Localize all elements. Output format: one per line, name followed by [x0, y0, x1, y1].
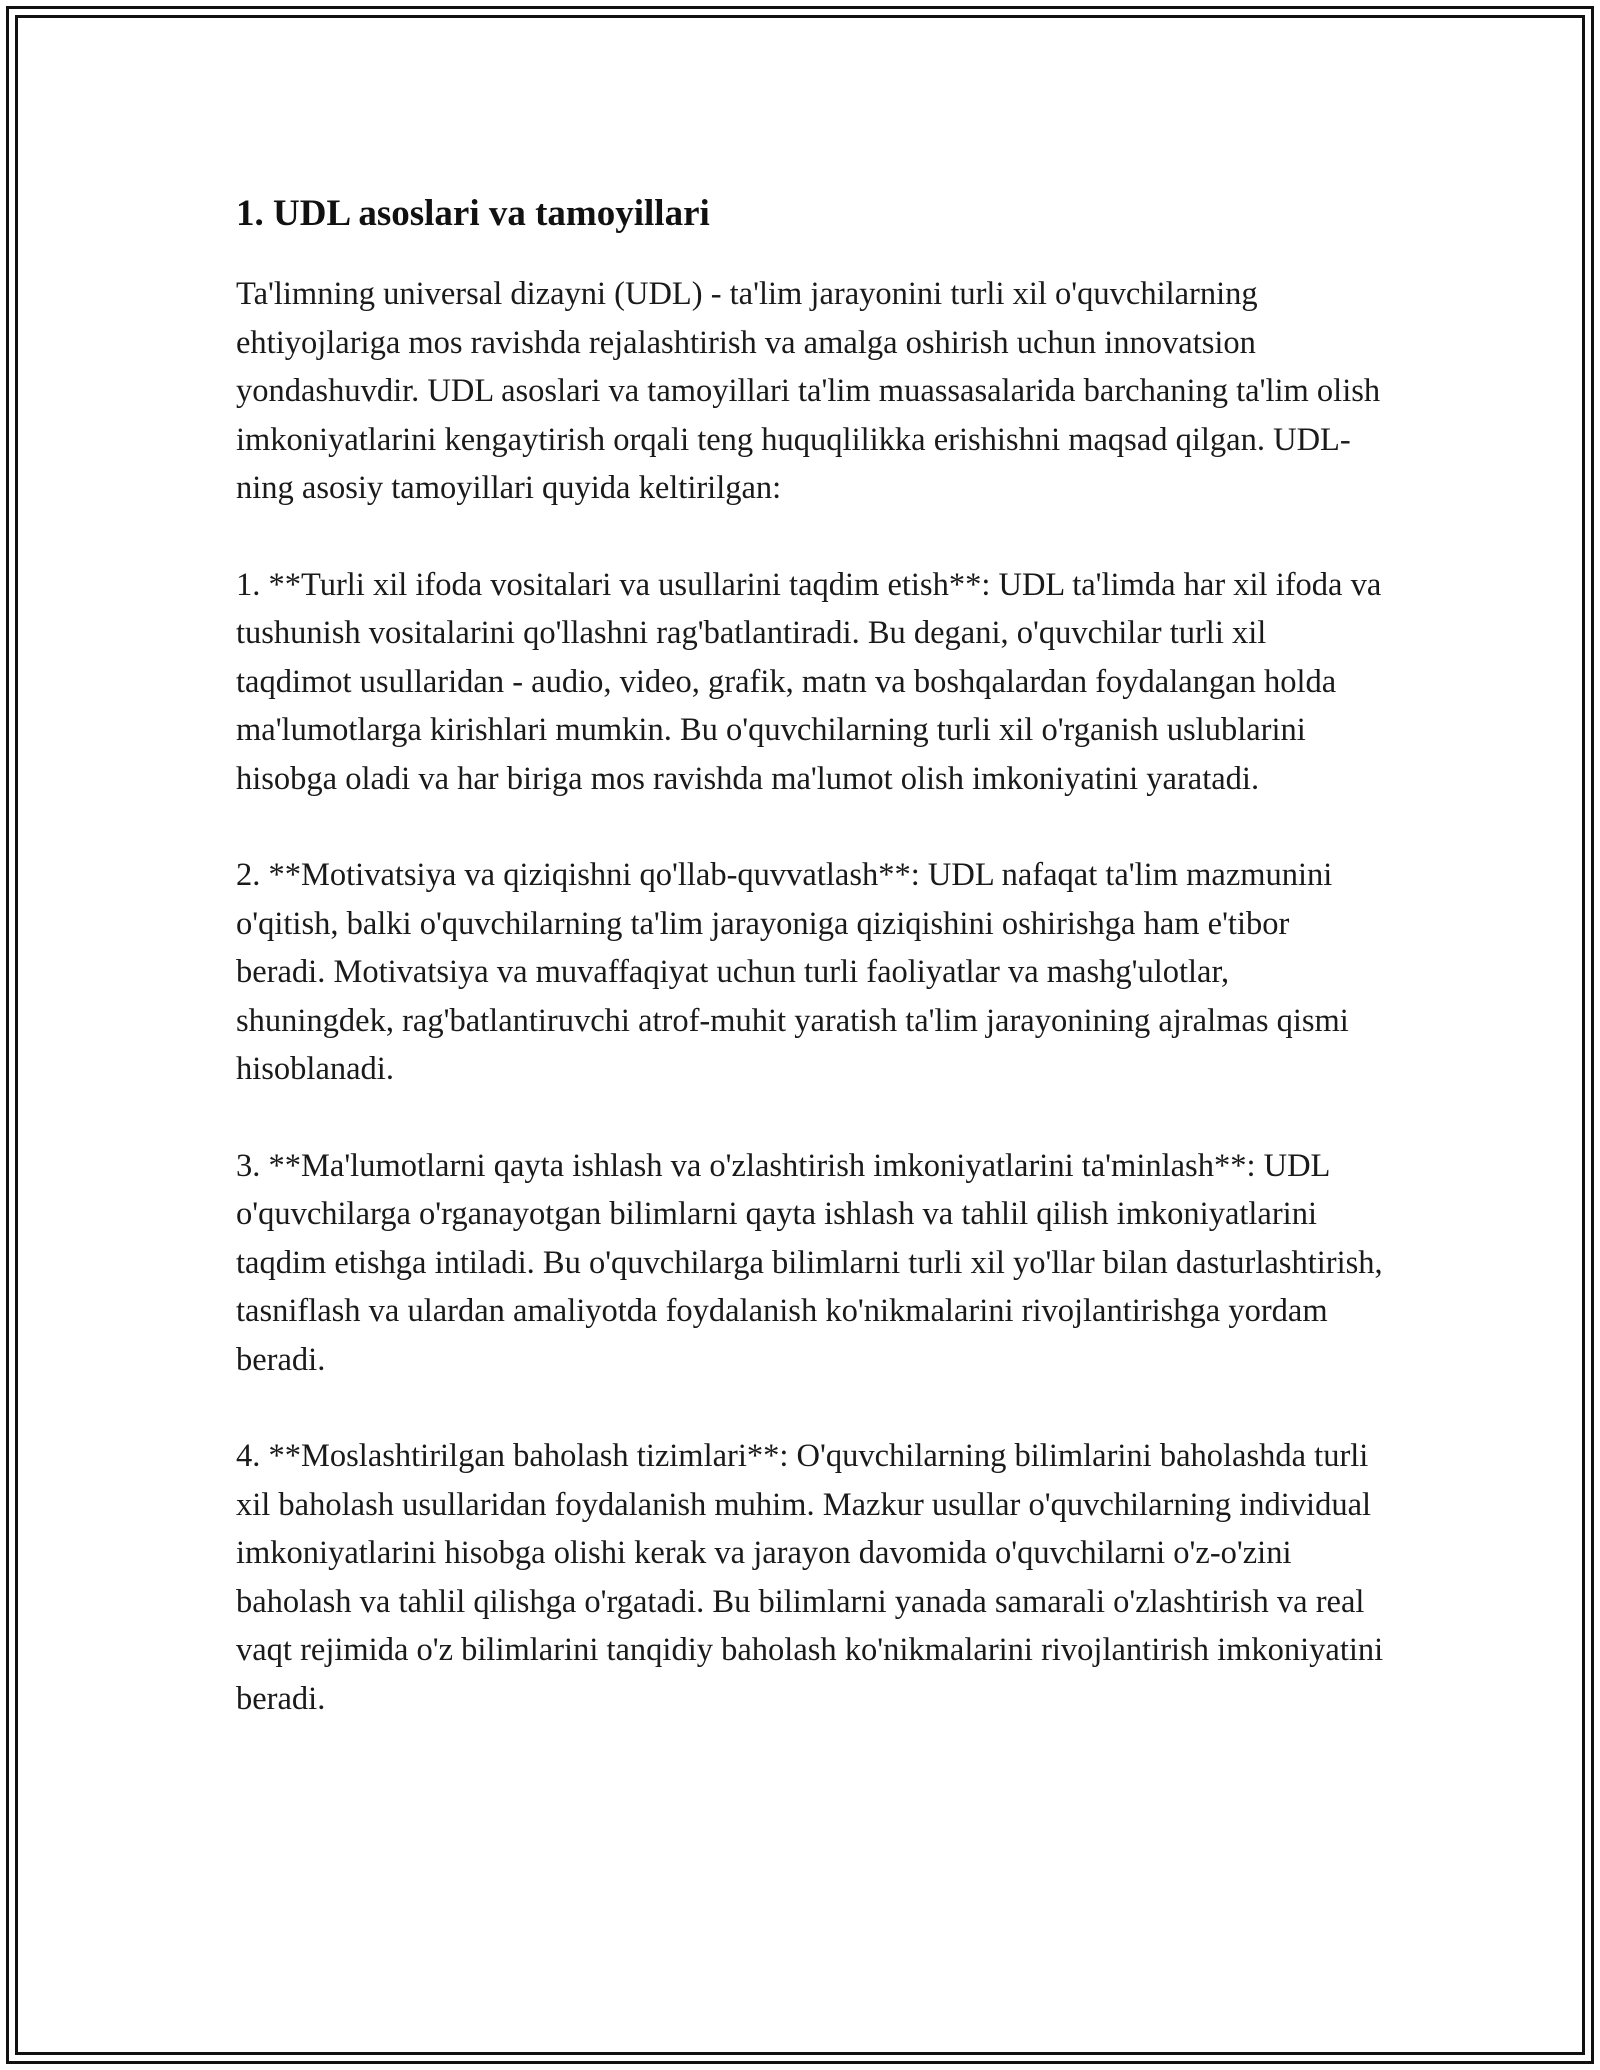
principle-3-paragraph: 3. **Ma'lumotlarni qayta ishlash va o'zlashtirish imkoniyatlarini ta'minlash**: UDL o'quvchilarga o'rganayotgan bilimlarni qayta ishlash va tahlil qilish imkoniyatlarini taqdim etishga intiladi. Bu o'quvchilarga bilimlarni turli xil yo'llar bilan dasturlashtirish, tasniflash va ulardan amaliyotda foydalanish ko'nikmalarini rivojlantirishga yordam beradi. — [236, 1147, 1383, 1378]
principle-2-paragraph: 2. **Motivatsiya va qiziqishni qo'llab-quvvatlash**: UDL nafaqat ta'lim mazmunini o'qitish, balki o'quvchilarning ta'lim jarayoniga qiziqishini oshirishga ham e'tibor beradi. Motivatsiya va muvaffaqiyat uchun turli faoliyatlar va mashg'ulotlar, shuningdek, rag'batlantiruvchi atrof-muhit yaratish ta'lim jarayonining ajralmas qismi hisoblanadi. — [236, 857, 1349, 1087]
principle-4-paragraph: 4. **Moslashtirilgan baholash tizimlari**: O'quvchilarning bilimlarini baholashda turli xil baholash usullaridan foydalanish muhim. Mazkur usullar o'quvchilarning individual imkoniyatlarini hisobga olishi kerak va jarayon davomida o'quvchilarni o'z-o'zini baholash va tahlil qilishga o'rgatadi. Bu bilimlarni yanada samarali o'zlashtirish va real vaqt rejimida o'z bilimlarini tanqidiy baholash ko'nikmalarini rivojlantirish imkoniyatini beradi. — [236, 1438, 1384, 1717]
section-heading: 1. UDL asoslari va tamoyillari — [236, 193, 710, 234]
principle-1-paragraph: 1. **Turli xil ifoda vositalari va usullarini taqdim etish**: UDL ta'limda har xil ifoda va tushunish vositalarini qo'llashni rag'batlantiradi. Bu degani, o'quvchilar turli xil taqdimot usullaridan - audio, video, grafik, matn va boshqalardan foydalangan holda ma'lumotlarga kirishlari mumkin. Bu o'quvchilarning turli xil o'rganish uslublarini hisobga oladi va har biriga mos ravishda ma'lumot olish imkoniyatini yaratadi. — [236, 566, 1382, 797]
intro-paragraph: Ta'limning universal dizayni (UDL) - ta'lim jarayonini turli xil o'quvchilarning ehtiyojlariga mos ravishda rejalashtirish va amalga oshirish uchun innovatsion yondashuvdir. UDL asoslari va tamoyillari ta'lim muassasalarida barchaning ta'lim olish imkoniyatlarini kengaytirish orqali teng huquqlilikka erishishni maqsad qilgan. UDL-ning asosiy tamoyillari quyida keltirilgan: — [236, 276, 1381, 506]
document-body — [236, 188, 1386, 1771]
